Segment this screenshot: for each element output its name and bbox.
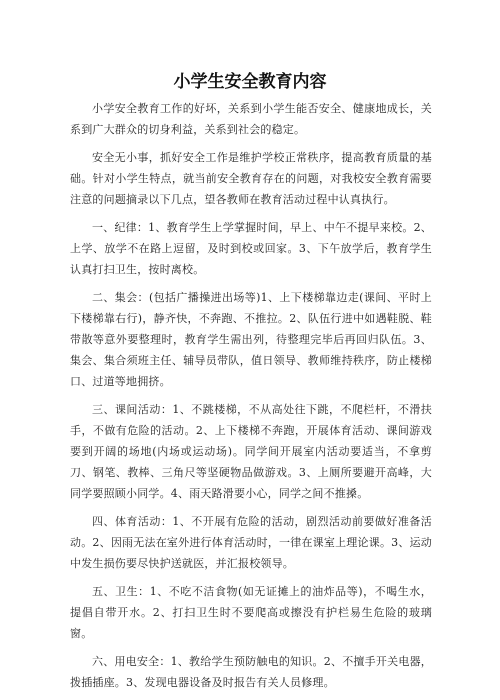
paragraph-intro: 小学安全教育工作的好坏，关系到小学生能否安全、健康地成长，关系到广大群众的切身利益，关系到社会的稳定。	[70, 102, 432, 136]
paragraph-overview: 安全无小事，抓好安全工作是维护学校正常秩序，提高教育质量的基础。针对小学生特点，就当前安全教育存在的问题，对我校安全教育需要注意的问题摘录以下几点，望各教师在教育活动过程中认真执行。	[70, 151, 432, 206]
document-title: 小学生安全教育内容	[173, 72, 327, 92]
paragraph-electricity: 六、用电安全：1、教给学生预防触电的知识。2、不擅手开关电器，拨插插座。3、发现电器设备及时报告有关人员修理。	[70, 655, 432, 689]
paragraph-assembly: 二、集会：(包括广播操进出场等)1、上下楼梯靠边走(课间、平时上下楼梯靠右行)，静齐快，不奔跑、不推拉。2、队伍行进中如遇鞋脱、鞋带散等意外要整理时，教育学生需出列，待整理完毕后再回归队伍。3、集会、集合须班主任、辅导员带队，值日领导、教师维持秩序，防止楼梯口、过道等地拥挤。	[70, 291, 432, 388]
paragraph-recess: 三、课间活动：1、不跳楼梯，不从高处往下跳，不爬栏杆，不滑扶手，不做有危险的活动。2、上下楼梯不奔跑，开展体育活动、课间游戏要到开阔的场地(内场或运动场)。同学间开展室内活动要适当，不拿剪刀、钢笔、教棒、三角尺等坚硬物品做游戏。3、上厕所要避开高峰，大同学要照顾小同学。4、雨天路滑要小心，同学之间不推搡。	[70, 403, 432, 500]
paragraph-discipline: 一、纪律：1、教育学生上学掌握时间，早上、中午不提早来校。2、上学、放学不在路上逗留，及时到校或回家。3、下午放学后，教育学生认真打扫卫生，按时离校。	[70, 221, 432, 276]
paragraph-sports: 四、体育活动：1、不开展有危险的活动，剧烈活动前要做好准备活动。2、因雨无法在室外进行体育活动时，一律在课室上理论课。3、运动中发生损伤要尽快护送就医，并汇报校领导。	[70, 515, 432, 570]
paragraph-hygiene: 五、卫生：1、不吃不洁食物(如无证摊上的油炸品等)，不喝生水，提倡自带开水。2、打扫卫生时不要爬高或擦没有护栏易生危险的玻璃窗。	[70, 585, 432, 640]
document-body	[70, 98, 432, 700]
